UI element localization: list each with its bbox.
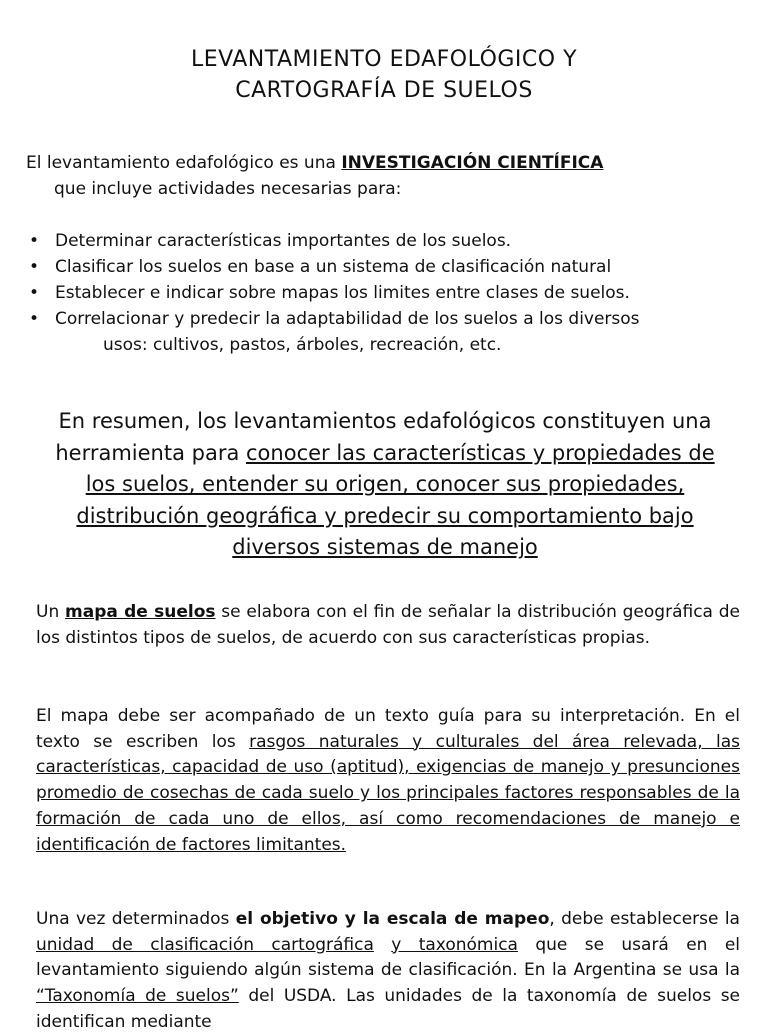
bullet-icon: • (29, 309, 40, 329)
list-item (26, 280, 640, 306)
para3-text-3 (374, 935, 391, 955)
activities-list (26, 228, 640, 358)
para3-text-4: que se usará en el levantamiento siguiendo algún sistema de clasificación. En la Argentina se usa la (36, 934, 740, 981)
map-definition-paragraph (36, 600, 740, 651)
title-line-2: CARTOGRAFÍA DE SUELOS (235, 78, 533, 103)
summary-plain: En resumen, los levantamientos edafológicos constituyen una herramienta para (55, 409, 712, 465)
para3-text-2: , debe establecerse la (549, 909, 740, 929)
list-item-text: Clasificar los suelos en base a un sistema de clasificación natural (55, 257, 612, 277)
para3-underlined-3: “Taxonomía de suelos” (36, 986, 239, 1007)
bullet-icon: • (29, 257, 40, 277)
title-line-1: LEVANTAMIENTO EDAFOLÓGICO Y (190, 47, 578, 72)
para1-rest: se elabora con el fin de señalar la distribución geográfica de los distintos tipos de suelos, de acuerdo con sus características propias. (36, 602, 740, 648)
summary-underlined: conocer las características y propiedades de los suelos, entender su origen, conocer sus propiedades, distribución geográfica y predecir su comportamiento bajo diversos sistemas de manejo (76, 440, 715, 559)
list-item (26, 228, 640, 254)
para3-underlined-2: y taxonómica (391, 934, 518, 955)
list-item-continuation: usos: cultivos, pastos, árboles, recreación, etc. (103, 335, 502, 355)
para3-text-1: Una vez determinados (36, 909, 236, 929)
para3-bold: el objetivo y la escala de mapeo (235, 909, 550, 929)
para2-plain: El mapa debe ser acompañado de un texto guía para su interpretación. En el texto se escriben los (36, 706, 740, 752)
intro-emphasis: INVESTIGACIÓN CIENTÍFICA (341, 153, 604, 173)
guide-text-paragraph (36, 704, 740, 858)
summary-statement (40, 406, 730, 564)
list-item (26, 306, 640, 358)
mapping-units-paragraph (36, 907, 740, 1036)
list-item (26, 254, 640, 280)
intro-prefix: El levantamiento edafológico es una (26, 153, 342, 173)
intro-paragraph (26, 150, 603, 202)
list-item-text: Correlacionar y predecir la adaptabilidad de los suelos a los diversos (55, 309, 640, 329)
list-item-text: Determinar características importantes de los suelos. (55, 231, 512, 251)
para2-underlined: rasgos naturales y culturales del área relevada, las características, capacidad de uso (aptitud), exigencias de manejo y presunciones promedio de cosechas de cada suelo y los principales factores responsables de la formación de cada uno de ellos, así como recomendaciones de manejo e identificación de factores limitantes. (36, 731, 740, 855)
para3-underlined-1: unidad de clasificación cartográfica (36, 934, 374, 955)
list-item-text: Establecer e indicar sobre mapas los limites entre clases de suelos. (55, 283, 630, 303)
intro-continuation: que incluye actividades necesarias para: (54, 179, 402, 199)
bullet-icon: • (29, 231, 40, 251)
para1-lead: Un (36, 602, 66, 622)
map-term: mapa de suelos (65, 602, 216, 622)
para3-text-5: del USDA. Las unidades de la taxonomía de suelos se identifican mediante (36, 986, 741, 1032)
page-title (0, 44, 768, 106)
bullet-icon: • (29, 283, 40, 303)
